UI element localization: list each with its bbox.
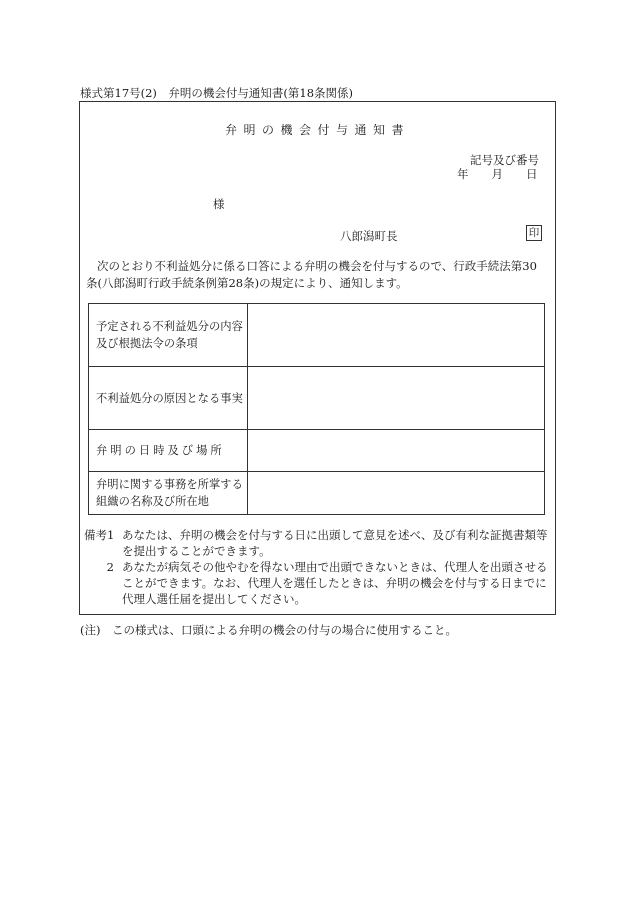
date-line: [457, 166, 538, 182]
form-heading: 様式第17号(2) 弁明の機会付与通知書(第18条関係): [80, 86, 354, 100]
date-month: 月: [491, 167, 503, 181]
table-row: [89, 304, 545, 367]
issuer-name: 八郎潟町長: [340, 229, 398, 243]
row-value: [248, 304, 545, 367]
footnote-label: (注): [80, 623, 101, 637]
reference-number-label: 記号及び番号: [470, 153, 539, 167]
row-label: 弁明の日時及び場所: [89, 430, 248, 472]
footnote: [80, 622, 457, 638]
seal-mark: 印: [526, 225, 542, 241]
document-title: 弁明の機会付与通知書: [224, 123, 410, 137]
addressee-suffix: 様: [213, 197, 225, 211]
notes-section: [84, 527, 554, 607]
notes-label: 備考1: [84, 528, 115, 542]
note-item: [84, 527, 554, 559]
note-number: 2: [106, 560, 114, 574]
table-row: [89, 367, 545, 430]
note-text: あなたが病気その他やむを得ない理由で出頭できないときは、代理人を出頭させることができます。なお、代理人を選任したときは、弁明の機会を付与する日までに代理人選任届を提出してください。: [122, 560, 548, 606]
table-row: [89, 430, 545, 472]
row-value: [248, 472, 545, 515]
date-day: 日: [526, 167, 538, 181]
row-value: [248, 367, 545, 430]
footnote-text: この様式は、口頭による弁明の機会の付与の場合に使用すること。: [112, 623, 457, 637]
row-label: 不利益処分の原因となる事実: [89, 367, 248, 430]
note-item: [84, 559, 554, 607]
row-label: 弁明に関する事務を所掌する組織の名称及び所在地: [89, 472, 248, 515]
row-label: 予定される不利益処分の内容及び根拠法令の条項: [89, 304, 248, 367]
body-text: 次のとおり不利益処分に係る口答による弁明の機会を付与するので、行政手続法第30条(八郎潟町行政手続条例第28条)の規定により、通知します。: [86, 259, 537, 290]
note-text: あなたは、弁明の機会を付与する日に出頭して意見を述べ、及び有利な証拠書類等を提出することができます。: [122, 528, 548, 558]
row-value: [248, 430, 545, 472]
table-row: [89, 472, 545, 515]
date-year: 年: [457, 167, 469, 181]
info-table: [88, 303, 545, 515]
